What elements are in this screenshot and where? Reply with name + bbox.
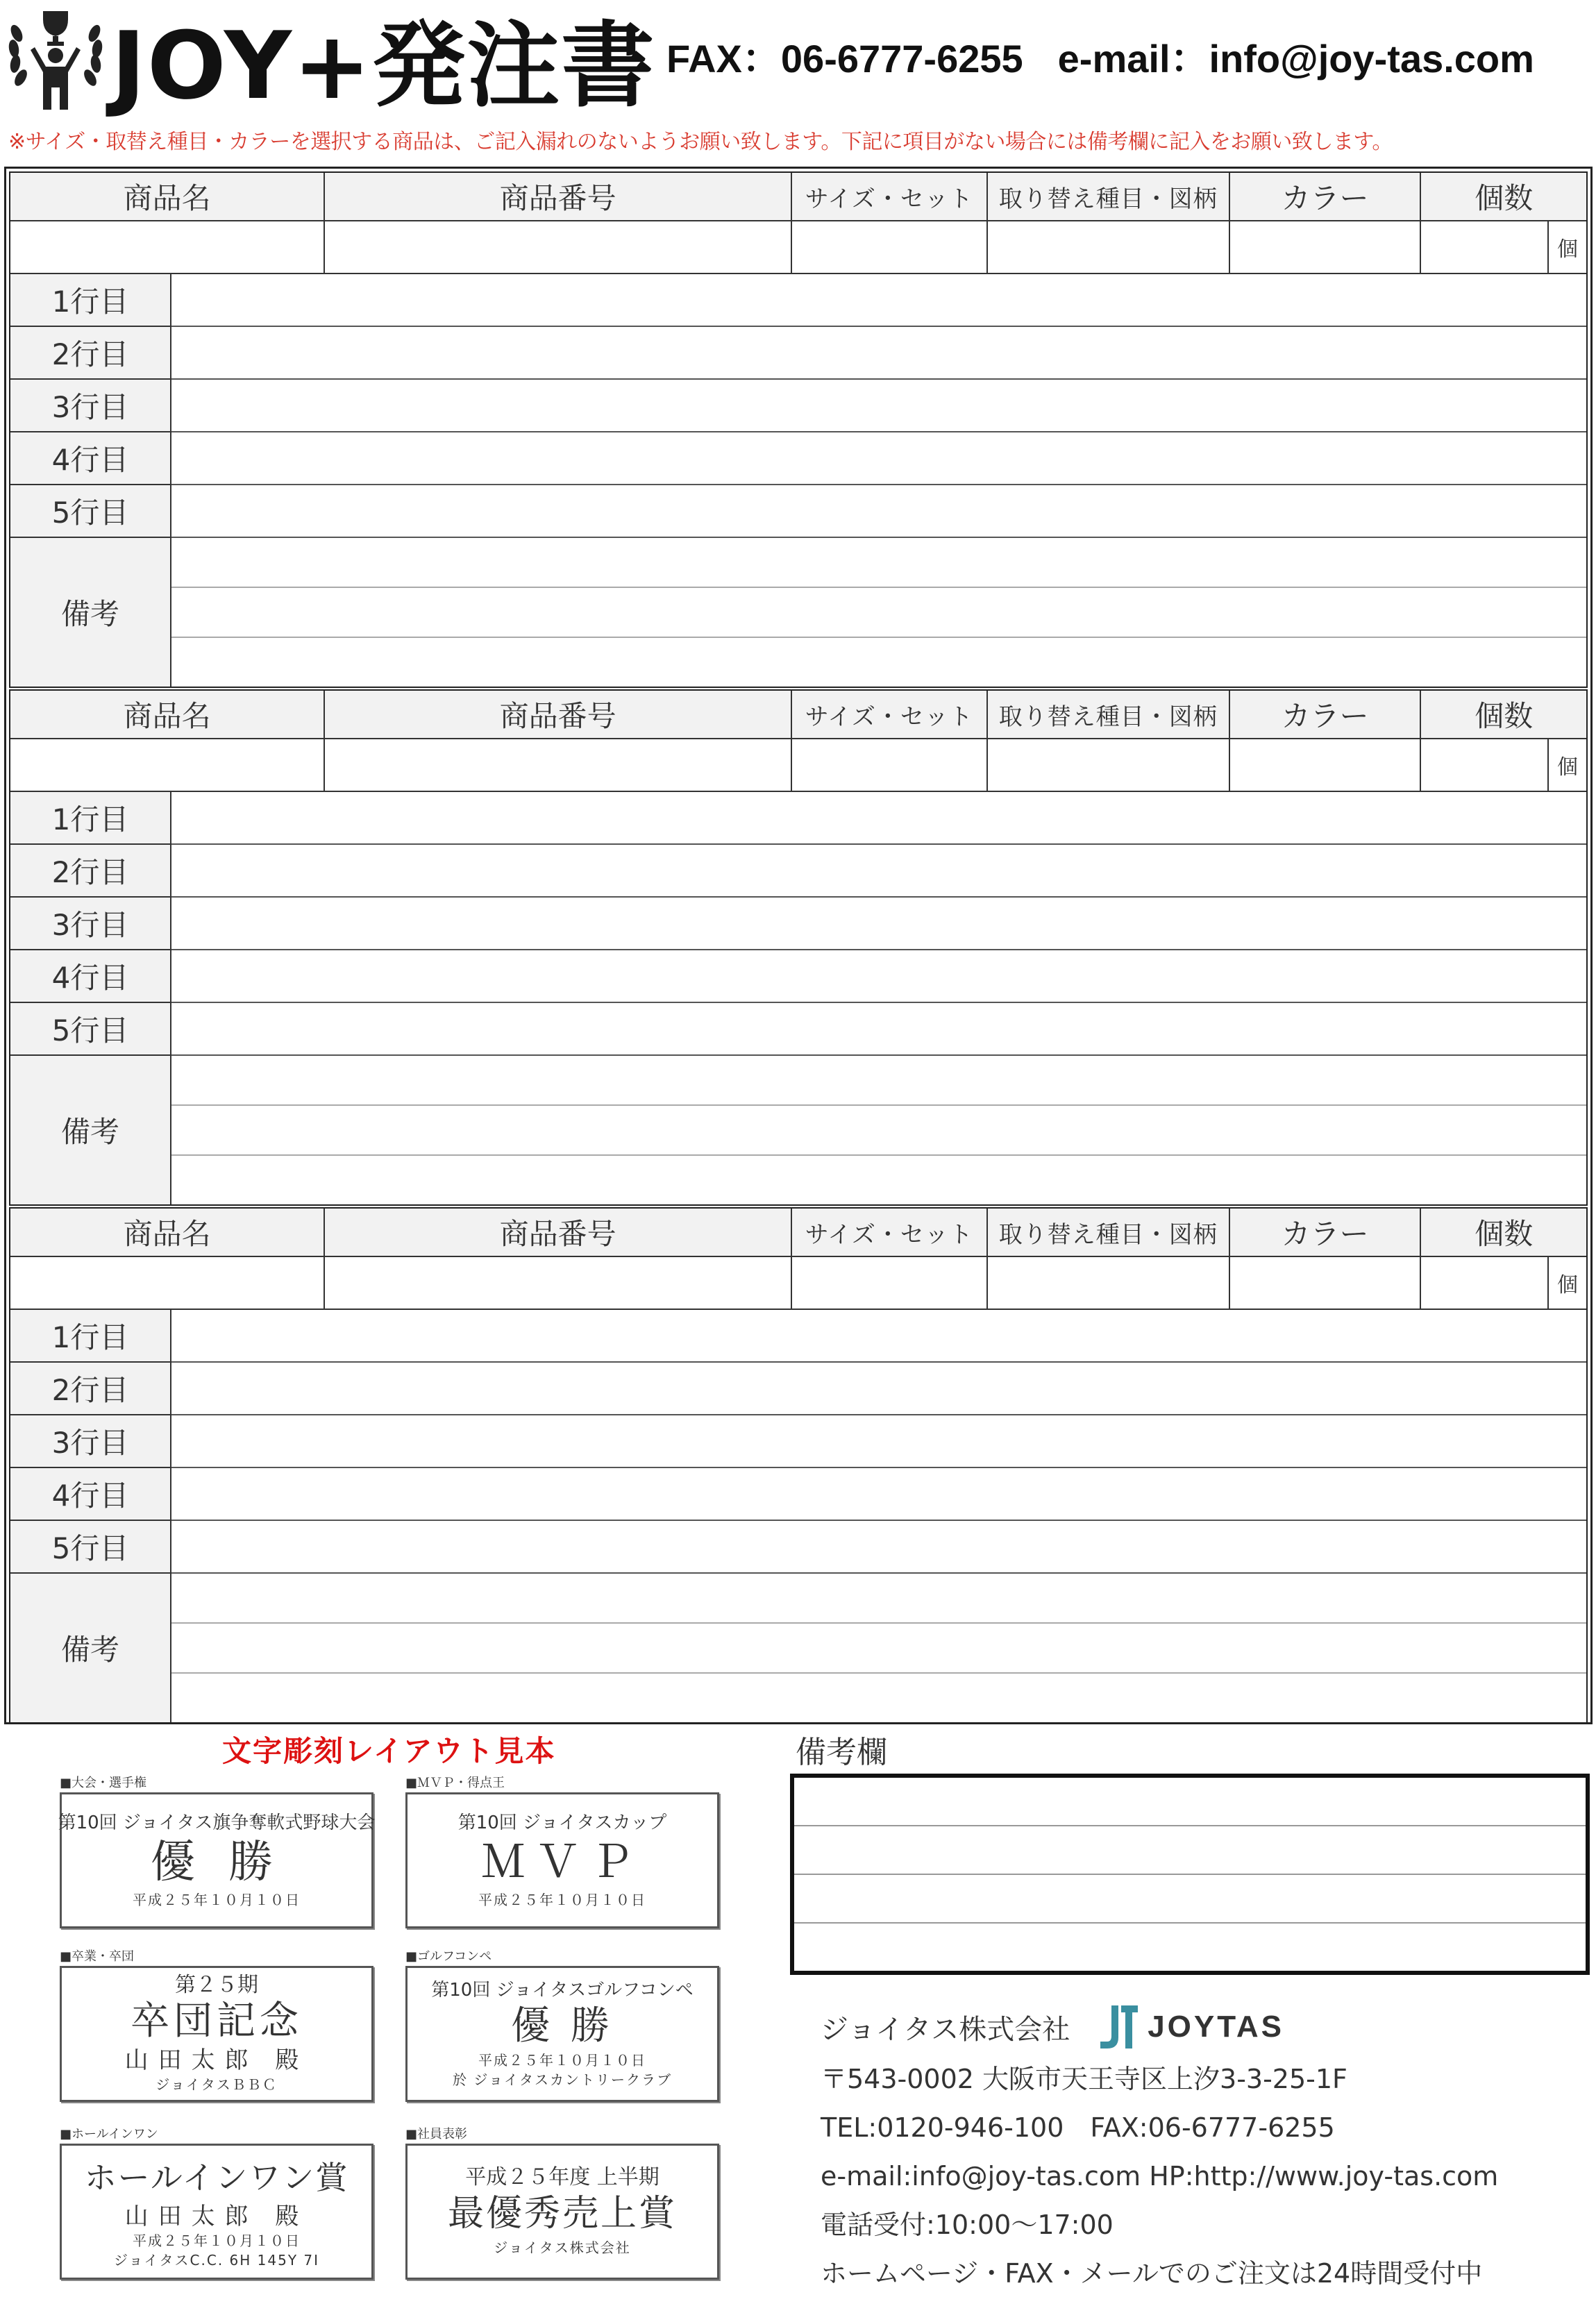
- order-input-field[interactable]: [10, 739, 325, 792]
- engraving-line-row: [10, 1468, 1586, 1521]
- plate-line: 平成２５年度 上半期: [465, 2165, 660, 2189]
- engraving-line-field[interactable]: [171, 950, 1586, 1003]
- order-notice: ※サイズ・取替え種目・カラーを選択する商品は、ご記入漏れのないようお願い致します。下記に項目がない場合には備考欄に記入をお願い致します。: [8, 130, 1393, 154]
- plate-line: 平成２５年１０月１０日: [478, 1892, 646, 1908]
- engraving-line-label: 4行目: [10, 950, 171, 1003]
- order-remarks-line[interactable]: [171, 1674, 1586, 1722]
- order-input-row: [10, 739, 1586, 792]
- column-header: サイズ・セット: [792, 1209, 988, 1257]
- column-header: 商品名: [10, 1209, 325, 1257]
- engraving-line-label: 2行目: [10, 1363, 171, 1415]
- order-remarks-row: [10, 538, 1586, 687]
- engraving-line-field[interactable]: [171, 485, 1586, 538]
- engraving-line-row: [10, 1310, 1586, 1363]
- order-input-field[interactable]: [1230, 739, 1422, 792]
- company-name: ジョイタス株式会社: [821, 2013, 1070, 2046]
- order-input-field[interactable]: [792, 221, 988, 274]
- header-fax: FAX：06-6777-6255: [666, 37, 1023, 81]
- order-remarks-field[interactable]: [171, 1574, 1586, 1722]
- plate-line: 於 ジョイタスカントリークラブ: [453, 2071, 672, 2088]
- order-input-field[interactable]: [10, 221, 325, 274]
- order-input-field[interactable]: [1421, 221, 1586, 274]
- engraving-line-label: 1行目: [10, 1310, 171, 1363]
- order-input-field[interactable]: [988, 1257, 1230, 1310]
- engraving-line-field[interactable]: [171, 1003, 1586, 1056]
- remarks-box[interactable]: [790, 1774, 1590, 1975]
- engraving-line-row: [10, 327, 1586, 380]
- sample-plate: [60, 1966, 373, 2102]
- column-header: 商品番号: [325, 1209, 792, 1257]
- sample-tournament: [58, 1774, 376, 1928]
- column-header: カラー: [1230, 1209, 1422, 1257]
- order-remarks-line[interactable]: [171, 1624, 1586, 1674]
- order-input-field[interactable]: [1230, 221, 1422, 274]
- order-remarks-line[interactable]: [171, 588, 1586, 638]
- sample-caption: ■ホールインワン: [60, 2127, 158, 2142]
- sample-golf: [405, 1948, 719, 2102]
- engraving-line-row: [10, 380, 1586, 432]
- order-header-row: [10, 691, 1586, 739]
- quantity-unit: 個: [1547, 1257, 1586, 1309]
- engraving-line-row: [10, 950, 1586, 1003]
- company-note: ホームページ・FAX・メールでのご注文は24時間受付中: [821, 2258, 1483, 2289]
- column-header: カラー: [1230, 691, 1422, 739]
- remarks-box-line[interactable]: [794, 1924, 1586, 1971]
- engraving-line-field[interactable]: [171, 1521, 1586, 1574]
- remarks-box-line[interactable]: [794, 1875, 1586, 1924]
- engraving-line-field[interactable]: [171, 845, 1586, 898]
- column-header: カラー: [1230, 173, 1422, 221]
- plate-line: 第２５期: [175, 1973, 258, 1997]
- plate-line: ジョイタスC.C. 6H 145Y 7I: [113, 2252, 320, 2269]
- column-header: 個数: [1421, 691, 1586, 739]
- engraving-line-label: 3行目: [10, 898, 171, 950]
- engraving-line-row: [10, 1415, 1586, 1468]
- order-remarks-line[interactable]: [171, 1574, 1586, 1624]
- sample-plate: [60, 2144, 373, 2280]
- sample-caption: ■社員表彰: [405, 2127, 468, 2142]
- engraving-line-row: [10, 898, 1586, 950]
- order-remarks-label: 備考: [10, 1056, 171, 1204]
- engraving-line-label: 3行目: [10, 380, 171, 432]
- order-input-field[interactable]: [325, 739, 792, 792]
- column-header: サイズ・セット: [792, 173, 988, 221]
- order-input-row: [10, 1257, 1586, 1310]
- column-header: 個数: [1421, 1209, 1586, 1257]
- engraving-line-label: 1行目: [10, 792, 171, 845]
- engraving-line-field[interactable]: [171, 898, 1586, 950]
- samples-title: 文字彫刻レイアウト見本: [222, 1734, 556, 1768]
- engraving-line-label: 2行目: [10, 327, 171, 380]
- order-input-field[interactable]: [988, 739, 1230, 792]
- sample-plate: [405, 1966, 719, 2102]
- plate-line: 最優秀売上賞: [447, 2193, 677, 2235]
- engraving-line-label: 1行目: [10, 274, 171, 327]
- order-remarks-line[interactable]: [171, 1106, 1586, 1156]
- company-phone: TEL:0120-946-100 FAX:06-6777-6255: [821, 2112, 1335, 2143]
- order-header-row: [10, 1209, 1586, 1257]
- trophy-logo-icon: [7, 6, 104, 117]
- plate-line: 優 勝: [150, 1837, 283, 1888]
- order-input-field[interactable]: [325, 1257, 792, 1310]
- company-head: [821, 1999, 1584, 2055]
- plate-line: 第10回 ジョイタスカップ: [457, 1812, 667, 1833]
- order-block: [9, 689, 1588, 1206]
- engraving-line-field[interactable]: [171, 432, 1586, 485]
- sample-hole-in-one: [60, 2126, 373, 2280]
- engraving-line-label: 5行目: [10, 1003, 171, 1056]
- remarks-box-title: 備考欄: [796, 1735, 887, 1770]
- order-remarks-field[interactable]: [171, 538, 1586, 687]
- column-header: サイズ・セット: [792, 691, 988, 739]
- plate-line: ジョイタスＢＢＣ: [156, 2076, 278, 2093]
- engraving-line-label: 2行目: [10, 845, 171, 898]
- engraving-line-label: 3行目: [10, 1415, 171, 1468]
- sample-caption: ■ゴルフコンペ: [405, 1949, 492, 1964]
- engraving-line-row: [10, 1003, 1586, 1056]
- plate-line: ホールインワン賞: [84, 2159, 349, 2196]
- engraving-line-label: 5行目: [10, 1521, 171, 1574]
- sample-plate: [405, 1792, 719, 1928]
- engraving-line-field[interactable]: [171, 1310, 1586, 1363]
- engraving-line-label: 4行目: [10, 432, 171, 485]
- sample-plate: [58, 1792, 376, 1928]
- engraving-line-row: [10, 432, 1586, 485]
- engraving-line-row: [10, 845, 1586, 898]
- brand-logo: [1098, 2003, 1284, 2051]
- order-input-field[interactable]: [792, 1257, 988, 1310]
- engraving-line-field[interactable]: [171, 1468, 1586, 1521]
- sample-caption: ■ＭＶＰ・得点王: [405, 1776, 505, 1790]
- order-remarks-line[interactable]: [171, 538, 1586, 588]
- order-input-row: [10, 221, 1586, 274]
- column-header: 商品名: [10, 691, 325, 739]
- brand-name: JOYTAS: [1148, 2010, 1284, 2044]
- order-remarks-label: 備考: [10, 1574, 171, 1722]
- sample-graduation: [60, 1948, 373, 2102]
- company-hours: 電話受付:10:00〜17:00: [821, 2210, 1114, 2240]
- plate-line: ジョイタス株式会社: [494, 2239, 631, 2256]
- column-header: 取り替え種目・図柄: [988, 1209, 1230, 1257]
- company-address: 〒543-0002 大阪市天王寺区上汐3-3-25-1F: [821, 2064, 1347, 2094]
- sample-plate: [405, 2144, 719, 2280]
- order-remarks-row: [10, 1574, 1586, 1722]
- sample-employee-award: [405, 2126, 719, 2280]
- engraving-line-row: [10, 792, 1586, 845]
- order-input-field[interactable]: [1421, 1257, 1586, 1310]
- plate-line: 平成２５年１０月１０日: [133, 1892, 301, 1908]
- engraving-line-row: [10, 274, 1586, 327]
- column-header: 個数: [1421, 173, 1586, 221]
- plate-line: 卒団記念: [131, 1999, 303, 2044]
- plate-line: 優 勝: [511, 2003, 614, 2048]
- company-web: e-mail:info@joy-tas.com HP:http://www.joy-tas.com: [821, 2161, 1499, 2191]
- plate-line: 平成２５年１０月１０日: [478, 2052, 646, 2069]
- order-remarks-line[interactable]: [171, 1156, 1586, 1204]
- column-header: 取り替え種目・図柄: [988, 691, 1230, 739]
- engraving-line-label: 5行目: [10, 485, 171, 538]
- column-header: 商品名: [10, 173, 325, 221]
- order-input-field[interactable]: [325, 221, 792, 274]
- engraving-line-field[interactable]: [171, 327, 1586, 380]
- order-remarks-line[interactable]: [171, 638, 1586, 687]
- column-header: 商品番号: [325, 173, 792, 221]
- engraving-line-row: [10, 1363, 1586, 1415]
- quantity-unit: 個: [1547, 739, 1586, 791]
- order-input-field[interactable]: [792, 739, 988, 792]
- remarks-box-line[interactable]: [794, 1826, 1586, 1875]
- order-header-row: [10, 173, 1586, 221]
- order-form: [4, 167, 1593, 1724]
- sample-mvp: [405, 1774, 719, 1928]
- page-title: JOY+発注書: [111, 12, 656, 120]
- plate-line: ＭＶＰ: [481, 1837, 644, 1888]
- engraving-line-row: [10, 1521, 1586, 1574]
- company-info: [821, 1999, 1584, 2298]
- engraving-line-row: [10, 485, 1586, 538]
- sample-caption: ■大会・選手権: [60, 1776, 147, 1790]
- plate-line: 第10回 ジョイタス旗争奪軟式野球大会: [58, 1812, 376, 1833]
- plate-line: 山田太郎 殿: [124, 2046, 309, 2074]
- plate-line: 山田太郎 殿: [124, 2203, 309, 2230]
- order-input-field[interactable]: [988, 221, 1230, 274]
- order-remarks-line[interactable]: [171, 1056, 1586, 1106]
- order-remarks-field[interactable]: [171, 1056, 1586, 1204]
- order-block: [9, 171, 1588, 688]
- order-remarks-label: 備考: [10, 538, 171, 687]
- engraving-line-field[interactable]: [171, 792, 1586, 845]
- quantity-unit: 個: [1547, 221, 1586, 273]
- header-contact: [666, 35, 1569, 83]
- order-input-field[interactable]: [1421, 739, 1586, 792]
- plate-line: 平成２５年１０月１０日: [133, 2232, 301, 2249]
- engraving-line-field[interactable]: [171, 1363, 1586, 1415]
- sample-caption: ■卒業・卒団: [60, 1949, 135, 1964]
- column-header: 取り替え種目・図柄: [988, 173, 1230, 221]
- engraving-line-field[interactable]: [171, 1415, 1586, 1468]
- engraving-line-field[interactable]: [171, 274, 1586, 327]
- order-input-field[interactable]: [10, 1257, 325, 1310]
- order-remarks-row: [10, 1056, 1586, 1204]
- remarks-box-line[interactable]: [794, 1778, 1586, 1826]
- engraving-line-field[interactable]: [171, 380, 1586, 432]
- header-email: e-mail：info@joy-tas.com: [1057, 37, 1534, 81]
- plate-line: 第10回 ジョイタスゴルフコンペ: [431, 1980, 694, 2001]
- column-header: 商品番号: [325, 691, 792, 739]
- page-header: [0, 0, 1596, 154]
- order-input-field[interactable]: [1230, 1257, 1422, 1310]
- order-block: [9, 1207, 1588, 1724]
- joytas-logo-icon: [1098, 2003, 1139, 2051]
- engraving-line-label: 4行目: [10, 1468, 171, 1521]
